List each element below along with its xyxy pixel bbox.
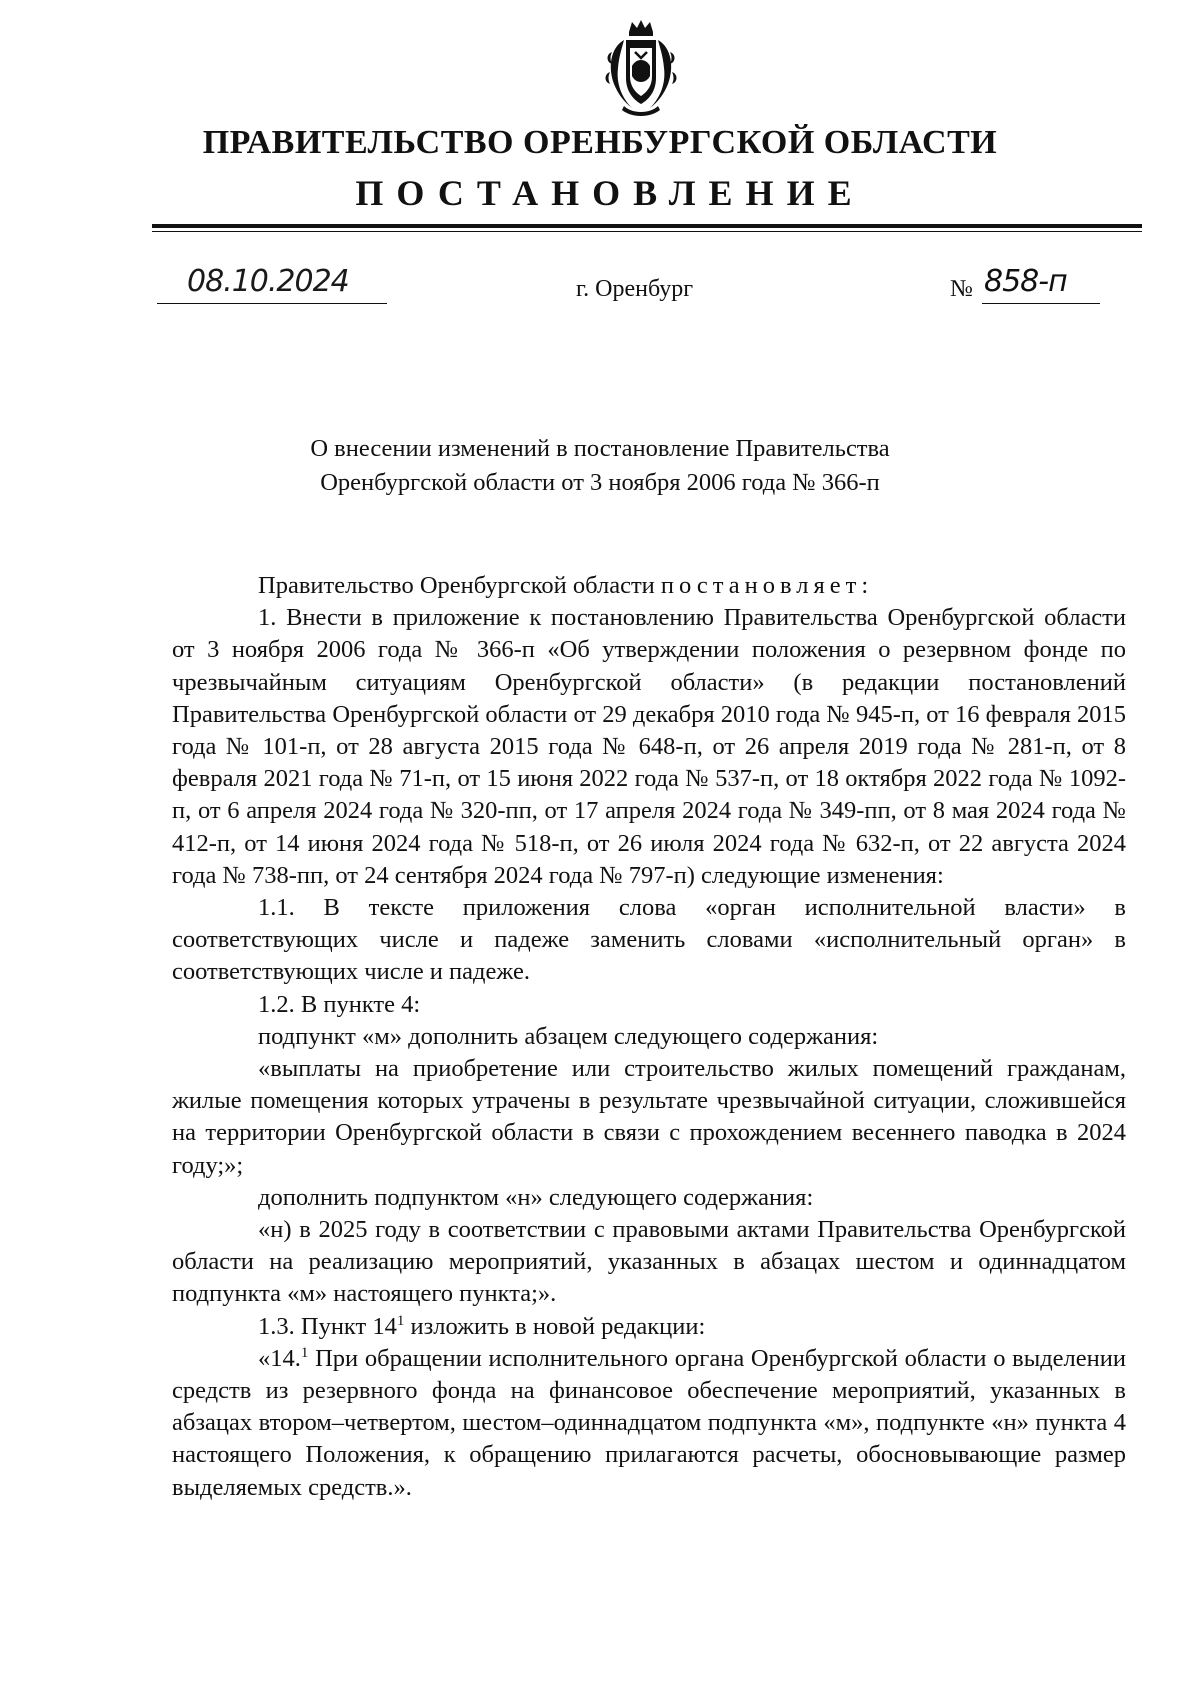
paragraph-1-3 (172, 1311, 1126, 1343)
paragraph-1-1: 1.1. В тексте приложения слова «орган исполнительной власти» в соответствующих числе и падеже заменить словами «исполнительный орган» в соответствующих числе и падеже. (172, 894, 1126, 986)
document-number (950, 264, 1100, 304)
document-date (157, 264, 387, 304)
paragraph-1-2-a: подпункт «м» дополнить абзацем следующего содержания: (258, 1022, 879, 1050)
document-body (172, 570, 1126, 1504)
p14-start: «14. (258, 1344, 301, 1372)
paragraph-14-1 (172, 1343, 1126, 1504)
p13-end: изложить в новой редакции: (404, 1312, 706, 1340)
organization-title: ПРАВИТЕЛЬСТВО ОРЕНБУРГСКОЙ ОБЛАСТИ (202, 124, 998, 161)
paragraph-1-2-c: дополнить подпунктом «н» следующего содержания: (258, 1183, 814, 1211)
paragraph-1-2-b: «выплаты на приобретение или строительство жилых помещений гражданам, жилые помещения которых утрачены в результате чрезвычайной ситуации, сложившейся на территории Оренбургской области в связи с прохождением весеннего паводка в 2024 году;»; (172, 1055, 1126, 1179)
number-sign: № (950, 276, 973, 302)
document-city: г. Оренбург (576, 276, 694, 302)
preamble-spaced-word: постановляет (660, 572, 862, 599)
paragraph-1-2: 1.2. В пункте 4: (258, 990, 421, 1018)
p14-end: При обращении исполнительного органа Оренбургской области о выделении средств из резервного фонда на финансовое обеспечение мероприятий, указанных в абзацах втором–четвертом, шестом–одиннадцатом подпункта «м», подпункте «н» пункта 4 настоящего Положения, к обращению прилагаются расчеты, обосновывающие размер выделяемых средств.». (172, 1344, 1126, 1501)
number-underline (982, 303, 1100, 305)
p13-superscript: 1 (396, 1312, 405, 1329)
preamble-start: Правительство Оренбургской области (258, 572, 661, 599)
handwritten-date: 08.10.2024 (187, 264, 349, 299)
date-underline (157, 303, 387, 305)
handwritten-number: 858-п (984, 264, 1067, 299)
paragraph-1: 1. Внести в приложение к постановлению Правительства Оренбургской области от 3 ноября 2006 года № 366-п «Об утверждении положения о резервном фонде по чрезвычайным ситуациям Оренбургской области» (в редакции постановлений Правительства Оренбургской области от 29 декабря 2010 года № 945-п, от 16 февраля 2015 года № 101-п, от 28 августа 2015 года № 648-п, от 26 апреля 2019 года № 281-п, от 8 февраля 2021 года № 71-п, от 15 июня 2022 года № 537-п, от 18 октября 2022 года № 1092-п, от 6 апреля 2024 года № 320-пп, от 17 апреля 2024 года № 349-пп, от 8 мая 2024 года № 412-п, от 14 июня 2024 года № 518-п, от 26 июля 2024 года № 632-п, от 22 августа 2024 года № 738-пп, от 24 сентября 2024 года № 797-п) следующие изменения: (172, 604, 1126, 889)
subject-line-2: Оренбургской области от 3 ноября 2006 года № 366-п (320, 469, 880, 496)
p14-superscript: 1 (300, 1344, 309, 1361)
preamble-paragraph (172, 570, 1126, 602)
paragraph-1-2-d: «н) в 2025 году в соответствии с правовыми актами Правительства Оренбургской области на реализацию мероприятий, указанных в абзацах шестом и одиннадцатом подпункта «м» настоящего пункта;». (172, 1216, 1126, 1308)
header-divider-thin (152, 231, 1142, 232)
p13-start: 1.3. Пункт 14 (258, 1312, 397, 1340)
document-type-title: ПОСТАНОВЛЕНИЕ (355, 173, 865, 213)
subject-line-1: О внесении изменений в постановление Правительства (310, 435, 890, 462)
header-divider (152, 224, 1142, 228)
preamble-end: : (861, 572, 869, 599)
coat-of-arms-emblem (602, 18, 680, 118)
document-subject (0, 432, 1200, 500)
